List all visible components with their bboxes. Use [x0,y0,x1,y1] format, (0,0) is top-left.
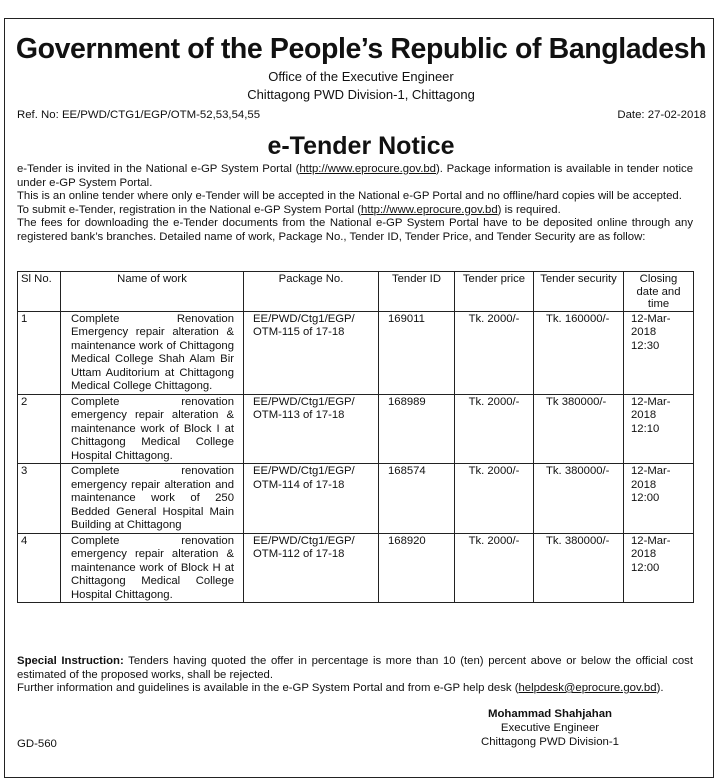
cell-work: Complete renovation emergency repair alteration & maintenance work of Block I at Chittagong Medical College Hospital Chittagong. [61,394,244,464]
cell-closing [624,533,694,603]
tender-table [17,271,694,603]
special-instruction-label: Special Instruction: [17,655,124,667]
table-row [18,533,694,603]
paragraph-fees: The fees for downloading the e-Tender documents from the National e-GP System Portal have to be deposited online through any registered bank’s branches. Detailed name of work, Package No., Tender ID, Tender Price, and Tender Security are as follow: [17,217,693,243]
cell-security: Tk 380000/- [534,394,624,464]
cell-security: Tk. 380000/- [534,464,624,534]
header-closing: Closing date and time [624,272,694,312]
cell-work: Complete renovation emergency repair alteration and maintenance work of 250 Bedded General Hospital Main Building at Chittagong [61,464,244,534]
cell-sl: 3 [18,464,61,534]
cell-closing [624,394,694,464]
table-row [18,464,694,534]
gd-number: GD-560 [17,738,57,750]
header-work: Name of work [61,272,244,312]
cell-package: EE/PWD/Ctg1/EGP/ OTM-115 of 17-18 [244,311,379,394]
signature-block [430,707,670,749]
cell-package: EE/PWD/Ctg1/EGP/ OTM-113 of 17-18 [244,394,379,464]
government-heading: Government of the People’s Republic of Bangladesh [15,33,707,65]
signatory-division: Chittagong PWD Division-1 [480,736,619,748]
header-package: Package No. [244,272,379,312]
cell-package: EE/PWD/Ctg1/EGP/ OTM-114 of 17-18 [244,464,379,534]
closing-time: 12:10 [631,422,660,435]
cell-closing [624,311,694,394]
header-tender-id: Tender ID [379,272,455,312]
signatory-designation: Executive Engineer [500,722,600,734]
cell-package: EE/PWD/Ctg1/EGP/ OTM-112 of 17-18 [244,533,379,603]
cell-tender-id: 169011 [379,311,455,394]
cell-tender-id: 168989 [379,394,455,464]
closing-time: 12:00 [631,561,660,574]
signatory-name: Mohammad Shahjahan [487,708,613,720]
paragraph-registration: To submit e-Tender, registration in the National e-GP System Portal (http://www.eprocure.gov.bd) is required. [17,203,561,216]
table-header-row [18,272,694,312]
cell-security: Tk. 380000/- [534,533,624,603]
further-information: Further information and guidelines is available in the e-GP System Portal and from e-GP help desk (helpdesk@eprocure.gov.bd). [17,682,664,694]
paragraph-invitation: e-Tender is invited in the National e-GP System Portal (http://www.eprocure.gov.bd). Package information is available in tender notice under e-GP System Portal. [17,163,694,189]
closing-date: 12-Mar-2018 [631,465,671,491]
reference-number: Ref. No: EE/PWD/CTG1/EGP/OTM-52,53,54,55 [17,109,261,121]
division-heading: Chittagong PWD Division-1, Chittagong [247,87,475,102]
header-security: Tender security [534,272,624,312]
cell-closing [624,464,694,534]
cell-price: Tk. 2000/- [455,464,534,534]
cell-tender-id: 168574 [379,464,455,534]
office-heading: Office of the Executive Engineer [268,69,454,84]
cell-work: Complete Renovation Emergency repair alteration & maintenance work of Chittagong Medical College Shah Alam Bir Uttam Auditorium at Chittagong Medical College Chittagong. [61,311,244,394]
helpdesk-email-link[interactable]: helpdesk@eprocure.gov.bd [518,682,657,694]
cell-security: Tk. 160000/- [534,311,624,394]
cell-price: Tk. 2000/- [455,394,534,464]
closing-time: 12:00 [631,492,660,504]
closing-date: 12-Mar-2018 [631,312,671,338]
cell-sl: 2 [18,394,61,464]
instructions [17,655,693,696]
cell-sl: 4 [18,533,61,603]
portal-link[interactable]: http://www.eprocure.gov.bd [299,163,436,175]
table-row [18,394,694,464]
closing-date: 12-Mar-2018 [631,395,671,421]
portal-link-registration[interactable]: http://www.eprocure.gov.bd [361,203,498,216]
cell-work: Complete renovation emergency repair alteration & maintenance work of Block H at Chittagong Medical College Hospital Chittagong. [61,533,244,603]
cell-price: Tk. 2000/- [455,311,534,394]
closing-date: 12-Mar-2018 [631,534,671,560]
cell-sl: 1 [18,311,61,394]
header-price: Tender price [455,272,534,312]
notice-body [17,163,693,244]
special-instruction: Special Instruction: Tenders having quoted the offer in percentage is more than 10 (ten) percent above or below the official cost estimated of the proposed works, shall be rejected. [17,655,693,681]
header-sl: Sl No. [18,272,61,312]
cell-price: Tk. 2000/- [455,533,534,603]
closing-time: 12:30 [631,339,660,352]
cell-tender-id: 168920 [379,533,455,603]
paragraph-online-only: This is an online tender where only e-Tender will be accepted in the National e-GP Portal and no offline/hard copies will be accepted. [17,190,682,202]
notice-title: e-Tender Notice [267,132,455,160]
table-row [18,311,694,394]
notice-date: Date: 27-02-2018 [617,109,706,121]
